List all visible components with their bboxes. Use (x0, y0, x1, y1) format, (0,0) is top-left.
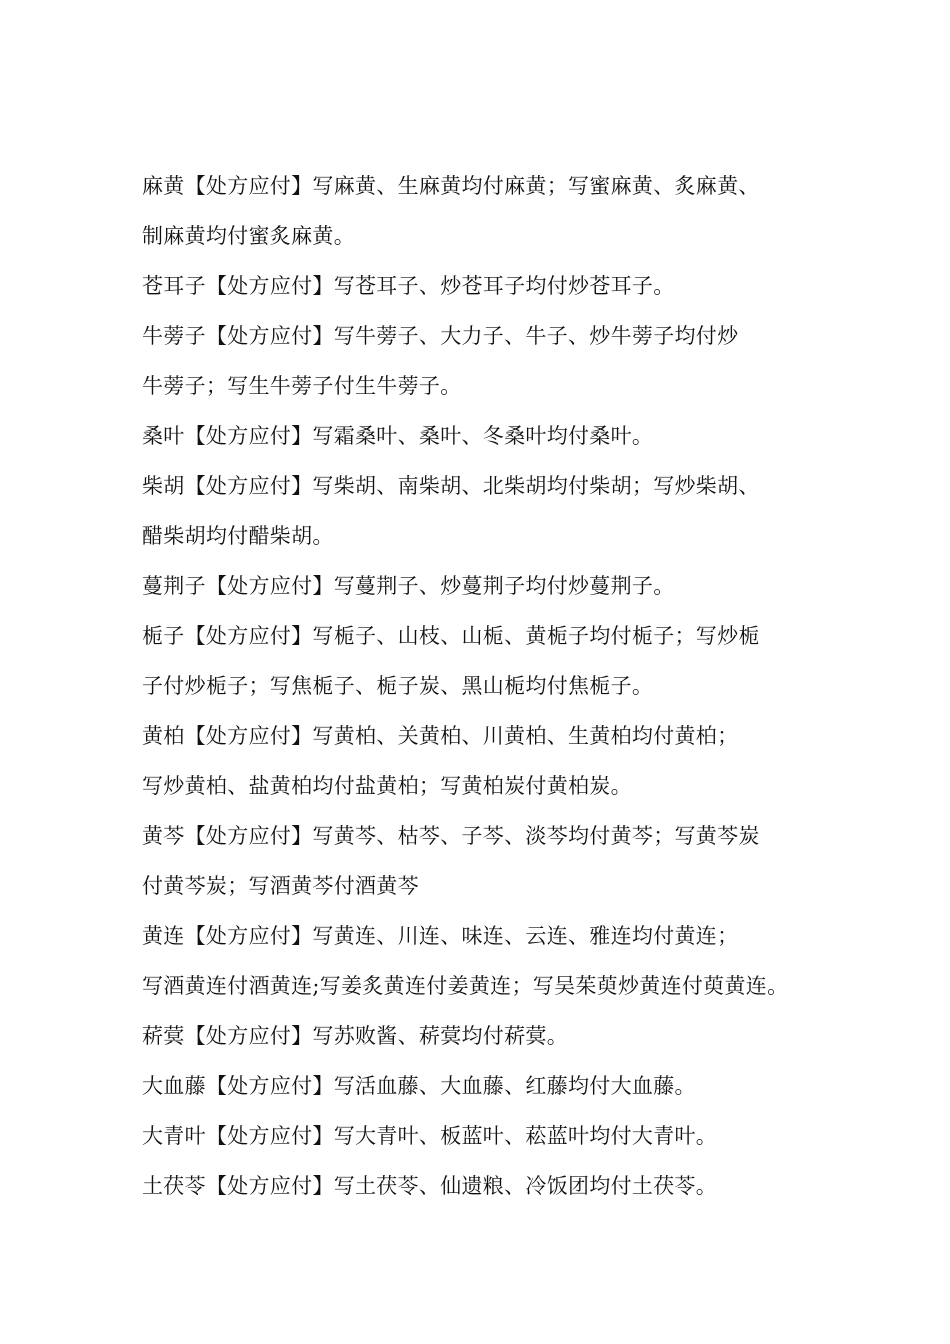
text-line: 写酒黄连付酒黄连;写姜炙黄连付姜黄连；写吴茱萸炒黄连付萸黄连。 (142, 974, 789, 998)
text-line: 桑叶【处方应付】写霜桑叶、桑叶、冬桑叶均付桑叶。 (142, 424, 654, 448)
document-body (142, 164, 832, 1214)
text-line: 大青叶【处方应付】写大青叶、板蓝叶、菘蓝叶均付大青叶。 (142, 1124, 718, 1148)
text-line: 牛蒡子【处方应付】写牛蒡子、大力子、牛子、炒牛蒡子均付炒 (142, 324, 739, 348)
text-line: 麻黄【处方应付】写麻黄、生麻黄均付麻黄；写蜜麻黄、炙麻黄、 (142, 174, 760, 198)
text-line: 土茯苓【处方应付】写土茯苓、仙遗粮、冷饭团均付土茯苓。 (142, 1174, 718, 1198)
text-line: 大血藤【处方应付】写活血藤、大血藤、红藤均付大血藤。 (142, 1074, 696, 1098)
text-line: 黄连【处方应付】写黄连、川连、味连、云连、雅连均付黄连； (142, 924, 739, 948)
text-line: 苍耳子【处方应付】写苍耳子、炒苍耳子均付炒苍耳子。 (142, 274, 675, 298)
text-line: 黄柏【处方应付】写黄柏、关黄柏、川黄柏、生黄柏均付黄柏； (142, 724, 739, 748)
text-line: 子付炒栀子；写焦栀子、栀子炭、黑山栀均付焦栀子。 (142, 674, 654, 698)
text-line: 付黄芩炭；写酒黄芩付酒黄芩 (142, 874, 419, 898)
text-line: 黄芩【处方应付】写黄芩、枯芩、子芩、淡芩均付黄芩；写黄芩炭 (142, 824, 760, 848)
text-line: 栀子【处方应付】写栀子、山枝、山栀、黄栀子均付栀子；写炒栀 (142, 624, 760, 648)
text-line: 蔓荆子【处方应付】写蔓荆子、炒蔓荆子均付炒蔓荆子。 (142, 574, 675, 598)
text-line: 醋柴胡均付醋柴胡。 (142, 524, 334, 548)
text-line: 写炒黄柏、盐黄柏均付盐黄柏；写黄柏炭付黄柏炭。 (142, 774, 632, 798)
text-line: 制麻黄均付蜜炙麻黄。 (142, 224, 355, 248)
text-line: 菥蓂【处方应付】写苏败酱、菥蓂均付菥蓂。 (142, 1024, 568, 1048)
text-line: 牛蒡子；写生牛蒡子付生牛蒡子。 (142, 374, 462, 398)
text-line: 柴胡【处方应付】写柴胡、南柴胡、北柴胡均付柴胡；写炒柴胡、 (142, 474, 760, 498)
